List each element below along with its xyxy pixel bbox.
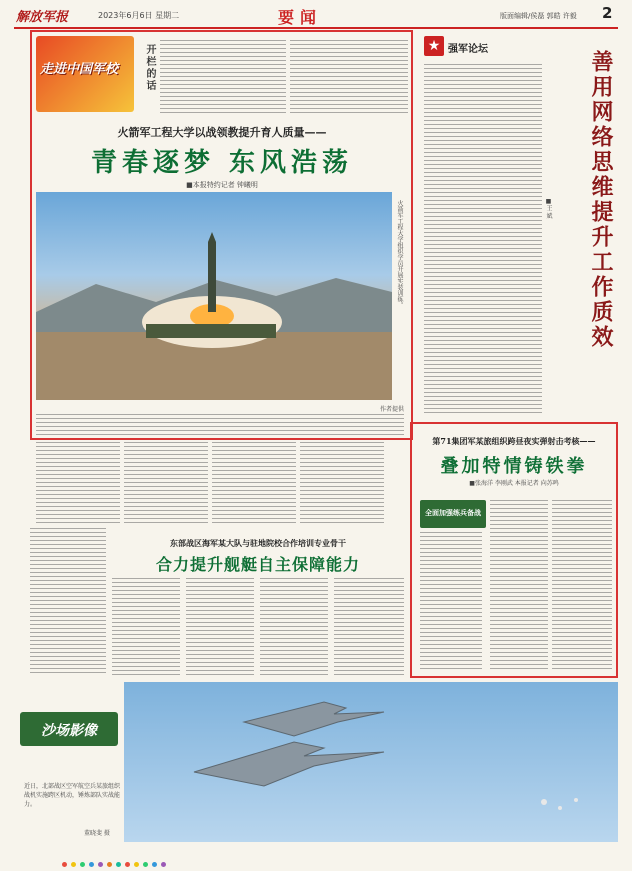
opinion-column [420,30,618,420]
highlighted-text-col-2 [490,500,548,672]
navy-text-col-2 [186,578,254,676]
footer-dot [116,862,121,867]
column-headline: 善用网络思维提升工作质效 [588,50,614,350]
feature-banner [36,36,134,112]
lead-body-col-3 [212,442,296,524]
training-badge [420,500,486,528]
footer-dot [98,862,103,867]
navy-text-col-4 [334,578,404,676]
lead-body-col-2 [124,442,208,524]
lead-body-text [36,414,404,436]
intro-text-block [160,40,286,116]
footer-dot [134,862,139,867]
footer-dot [125,862,130,867]
highlighted-kicker: 第71集团军某旅组织跨昼夜实弹射击考核—— [432,436,596,446]
navy-text-col-1 [112,578,180,676]
highlighted-text-col-1 [420,532,482,672]
photo-section-badge [20,712,118,746]
lead-byline: ■本报特约记者 钟曦明 [186,181,258,189]
lead-photo-caption: 火箭军工程大学组织学员开展实装训练。 [396,200,403,308]
star-emblem: ★ [424,36,444,56]
navy-headline: 合力提升舰艇自主保障能力 [155,555,360,574]
highlighted-byline: ■张海洋 李刚武 本报记者 向苏鸣 [469,480,559,487]
photo-section-caption: 近日，北部战区空军航空兵某旅组织战机实施跨区机动，锤炼部队实战能力。 [24,783,121,808]
lead-body-col-1 [36,442,120,524]
column-text-1 [424,64,542,414]
highlighted-text-col-3 [552,500,612,672]
masthead-editors: 版面编辑/侯磊 郭皓 许毅 [500,12,577,20]
masthead [14,4,618,26]
column-label: 强军论坛 [448,44,488,55]
section-title: 要闻 [278,8,323,27]
lead-photo [36,192,392,400]
footer-dot [152,862,157,867]
intro-text-block-2 [290,40,408,116]
jet-photo [124,682,618,842]
missile-launch-image [36,192,392,400]
masthead-logo: 解放军报 [16,10,69,25]
fighter-jets-image [124,682,618,842]
banner-slogan: 走进中国军校 [40,62,119,77]
masthead-date: 2023年6月6日 星期二 [98,11,180,20]
footer-dot [107,862,112,867]
footer-dot [89,862,94,867]
photo-section-credit: 董晓斐 摄 [84,830,110,837]
photo-section-badge-text: 沙场影像 [41,723,97,739]
lead-body-col-4 [300,442,384,524]
left-story-text [30,528,106,676]
footer-dot [80,862,85,867]
column-label: 开栏的话 [144,44,155,92]
page-number: 2 [602,4,613,22]
navy-kicker: 东部战区海军某大队与驻地院校合作培训专业骨干 [170,538,346,548]
navy-text-col-3 [260,578,328,676]
lead-kicker: 火箭军工程大学以战领教提升育人质量—— [117,126,327,139]
footer-dots [60,852,180,860]
footer-dot [62,862,67,867]
photo-section-sidebar [14,682,124,842]
training-badge-text: 全面加强练兵备战 [425,508,481,517]
lead-headline: 青春逐梦 东风浩荡 [90,148,354,178]
column-byline: ■王 斌 [545,198,552,219]
highlighted-headline: 叠加特情铸铁拳 [440,456,588,477]
footer-dot [161,862,166,867]
footer-dot [143,862,148,867]
lead-photo-credit: 作者提供 [380,406,405,413]
masthead-rule [14,27,618,29]
footer-dot [71,862,76,867]
